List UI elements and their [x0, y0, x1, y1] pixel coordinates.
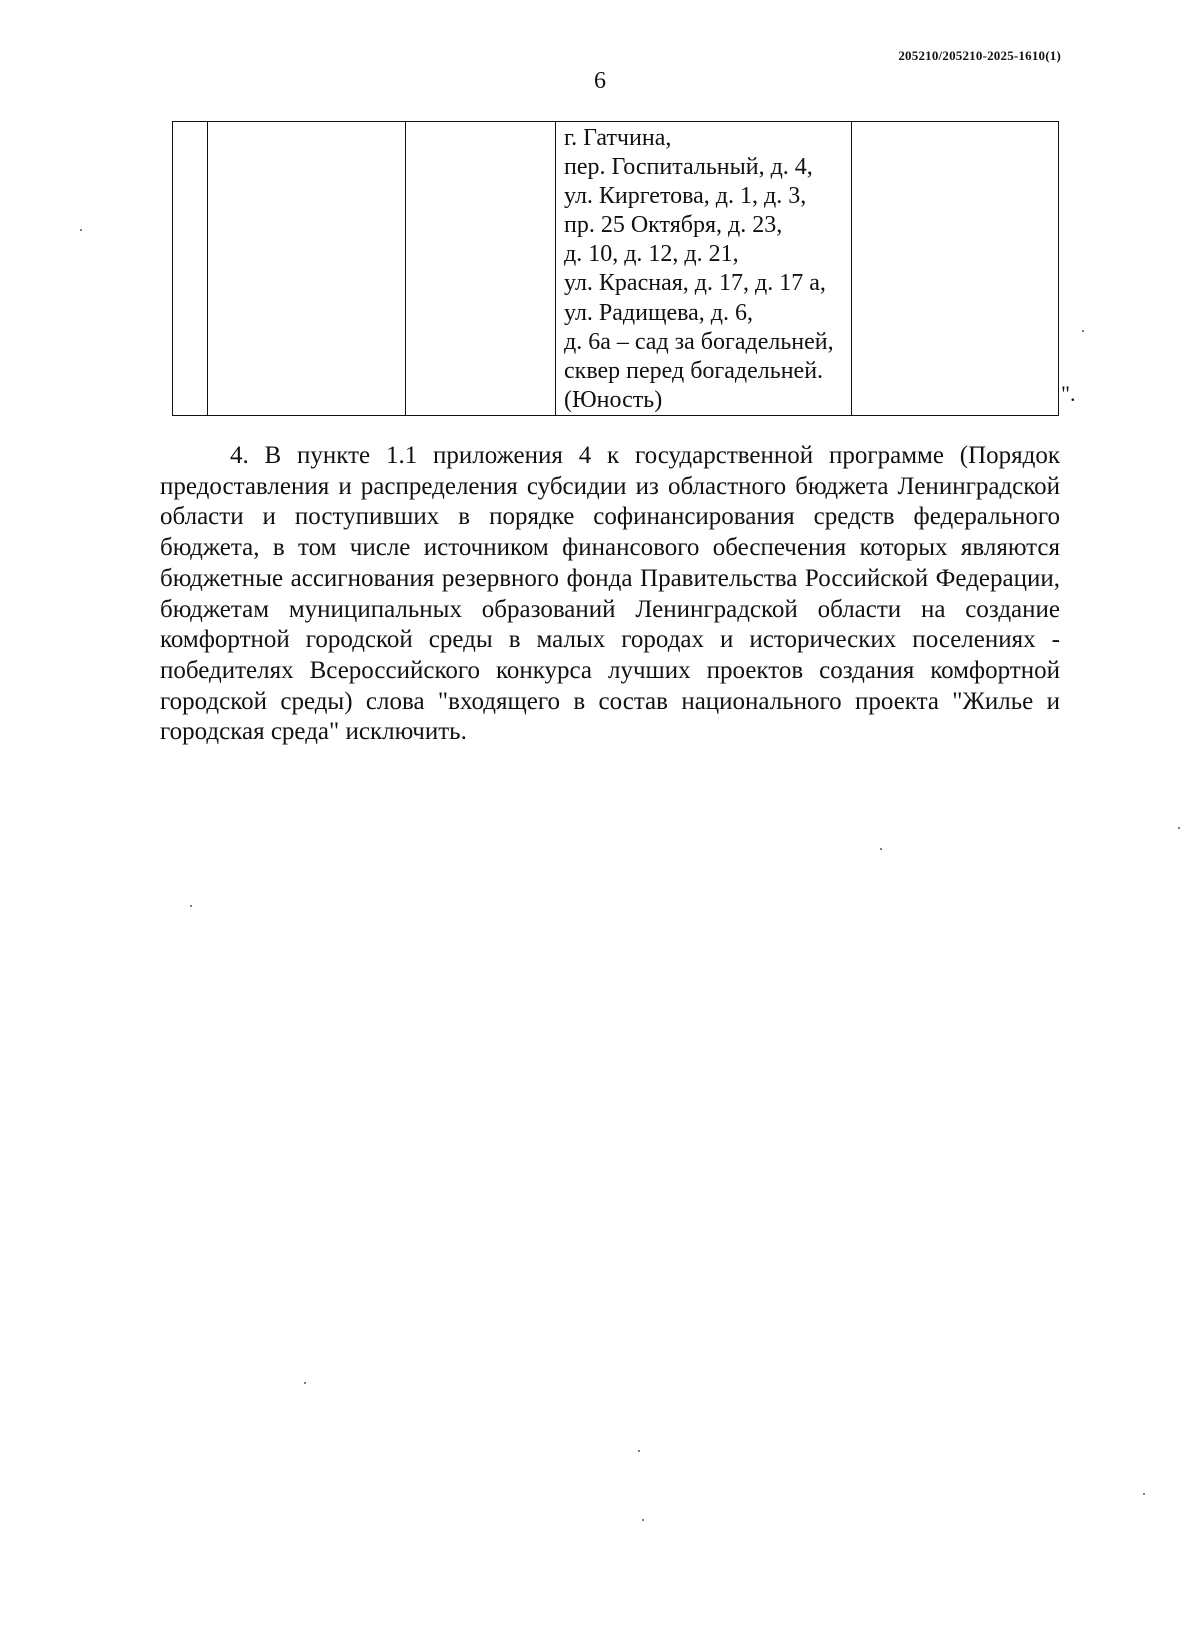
table-cell-notes [852, 122, 1059, 416]
scan-speck [880, 848, 882, 850]
scan-speck [642, 1519, 644, 1521]
address-line: пр. 25 Октября, д. 23, [564, 212, 783, 239]
document-id: 205210/205210-2025-1610(1) [898, 48, 1061, 63]
address-line: ул. Радищева, д. 6, [564, 299, 753, 326]
table-cell-municipality [208, 122, 406, 416]
body-paragraph: 4. В пункте 1.1 приложения 4 к государственной программе (Порядок предоставления и распределения субсидии из областного бюджета Ленинградской области и поступивших в порядке софинансирования средств федерального бюджета, в том числе источником финансового обеспечения которых являются бюджетные ассигнования резервного фонда Правительства Российской Федерации, бюджетам муниципальных образований Ленинградской области на создание комфортной городской среды в малых городах и исторических поселениях - победителях Всероссийского конкурса лучших проектов создания комфортной городской среды) слова "входящего в состав национального проекта "Жилье и городская среда" исключить. [160, 442, 1060, 746]
scan-speck [80, 229, 82, 231]
table-cell-number [173, 122, 208, 416]
scan-speck [638, 1450, 640, 1452]
scan-speck [1143, 1493, 1145, 1495]
address-line: (Юность) [564, 386, 663, 413]
address-line: пер. Госпитальный, д. 4, [564, 154, 813, 181]
closing-quote: ". [1061, 381, 1076, 406]
address-line: д. 6а – сад за богадельней, [564, 328, 834, 355]
address-line: ул. Киргетова, д. 1, д. 3, [564, 183, 807, 210]
address-line: сквер перед богадельней. [564, 357, 824, 384]
scan-speck [190, 905, 192, 907]
table-cell-settlement [406, 122, 556, 416]
scan-speck [1178, 827, 1180, 829]
page-number: 6 [594, 68, 606, 94]
table-row [173, 122, 1059, 416]
table-cell-addresses [556, 122, 852, 416]
address-line: д. 10, д. 12, д. 21, [564, 241, 739, 268]
address-line: ул. Красная, д. 17, д. 17 а, [564, 270, 826, 297]
address-line: г. Гатчина, [564, 125, 672, 151]
address-table [172, 121, 1059, 416]
scan-speck [304, 1382, 306, 1384]
scan-speck [1082, 330, 1084, 332]
